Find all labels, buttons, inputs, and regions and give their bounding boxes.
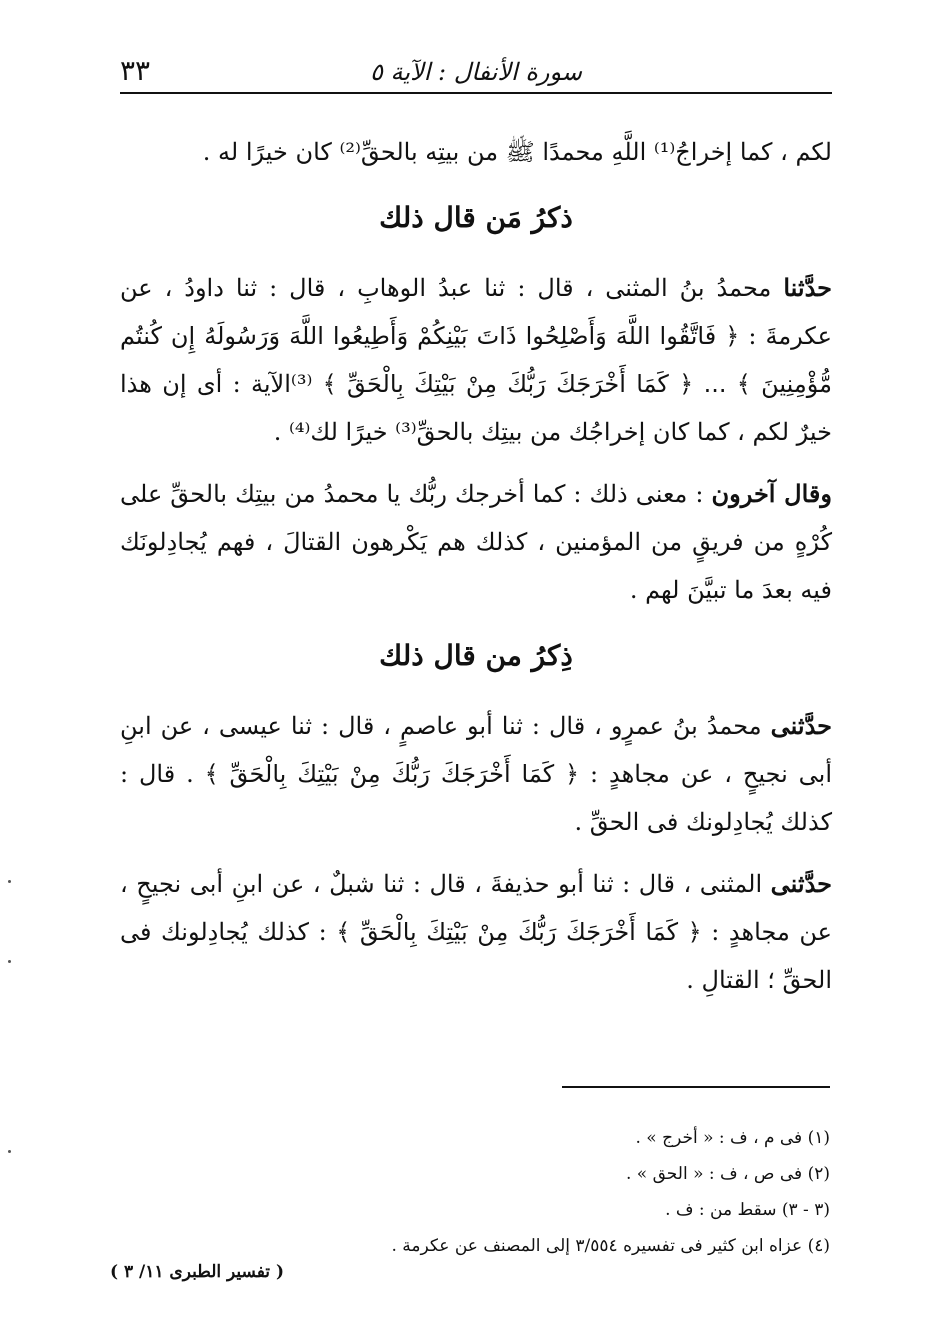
- running-title: سورة الأنفال : الآية ٥: [370, 58, 582, 86]
- narration-lead: حدَّثنى: [770, 711, 832, 740]
- footnote: (٢) فى ص ، ف : « الحق » .: [626, 1164, 830, 1184]
- section-heading-1: ذكرُ مَن قال ذلك: [379, 201, 573, 234]
- page-header: [120, 48, 832, 94]
- commentary-text: : معنى ذلك : كما أخرجك ربُّك يا محمدُ من بيتِك بالحقِّ على كُرْهٍ من فريقٍ من المؤمنين ، كذلك هم يَكْرهون القتالَ ، فهم يُجادِلونَك فيه بعدَ ما تبيَّنَ لهم .: [120, 480, 832, 604]
- commentary-text: . قال : كذلك يُجادِلونك فى الحقِّ .: [120, 760, 832, 836]
- section-heading-2: ذِكرُ من قال ذلك: [379, 639, 573, 672]
- footnote: (٣ - ٣) سقط من : ف .: [665, 1200, 830, 1220]
- quran-verse: ﴿ فَاتَّقُوا اللَّهَ وَأَصْلِحُوا ذَاتَ بَيْنِكُمْ وَأَطِيعُوا اللَّهَ وَرَسُولَهُ إِن كُنتُم مُّؤْمِنِينَ ﴾ ...: [120, 322, 833, 398]
- quran-verse: ﴿ كَمَا أَخْرَجَكَ رَبُّكَ مِنْ بَيْتِكَ بِالْحَقِّ ﴾: [322, 370, 694, 398]
- margin-mark: [8, 880, 11, 883]
- paragraph-4: [120, 702, 832, 846]
- narration-lead: وقال آخرون: [711, 479, 832, 508]
- commentary-text: : كذلك يُجادِلونك فى الحقِّ ؛ القتالِ .: [120, 918, 832, 994]
- paragraph-5: [120, 860, 832, 1004]
- isnad-text: محمدُ بنُ عمرٍو ، قال : ثنا أبو عاصمٍ ، قال : ثنا عيسى ، عن ابنِ أبى نجيحٍ ، عن مجاهدٍ :: [120, 712, 832, 788]
- book-signature: ( تفسير الطبرى ١١/ ٣ ): [110, 1262, 284, 1282]
- paragraph-3: [120, 470, 832, 614]
- quran-verse: ﴿ كَمَا أَخْرَجَكَ رَبُّكَ مِنْ بَيْتِكَ بِالْحَقِّ ﴾: [326, 918, 712, 946]
- page-number: ٣٣: [120, 54, 151, 87]
- narration-lead: حدَّثنى: [770, 869, 832, 898]
- main-text: [120, 128, 832, 1018]
- paragraph-1: لكم ، كما إخراجُ⁽¹⁾ اللَّهِ محمدًا ﷺ من بيتِه بالحقِّ⁽²⁾ كان خيرًا له .: [202, 138, 832, 166]
- footnote-separator: [562, 1086, 830, 1088]
- isnad-text: المثنى ، قال : ثنا أبو حذيفةَ ، قال : ثنا شبلٌ ، عن ابنِ أبى نجيحٍ ، عن مجاهدٍ :: [120, 870, 832, 946]
- commentary-text: ⁽³⁾الآية : أى إن هذا خيرٌ لكم ، كما كان إخراجُك من بيتِك بالحقِّ⁽³⁾ خيرًا لك⁽⁴⁾ .: [120, 370, 832, 446]
- footnotes: [380, 1120, 830, 1264]
- margin-mark: [8, 960, 11, 963]
- quran-verse: ﴿ كَمَا أَخْرَجَكَ رَبُّكَ مِنْ بَيْتِكَ بِالْحَقِّ ﴾: [193, 760, 590, 788]
- footnote: (٤) عزاه ابن كثير فى تفسيره ٣/٥٥٤ إلى المصنف عن عكرمة .: [391, 1236, 830, 1256]
- isnad-text: محمدُ بنُ المثنى ، قال : ثنا عبدُ الوهابِ ، قال : ثنا داودُ ، عن عكرمةَ :: [120, 274, 832, 350]
- margin-mark: [8, 1150, 11, 1153]
- paragraph-2: [120, 264, 832, 456]
- footnote: (١) فى م ، ف : « أخرج » .: [635, 1128, 830, 1148]
- narration-lead: حدَّثنا: [783, 273, 832, 302]
